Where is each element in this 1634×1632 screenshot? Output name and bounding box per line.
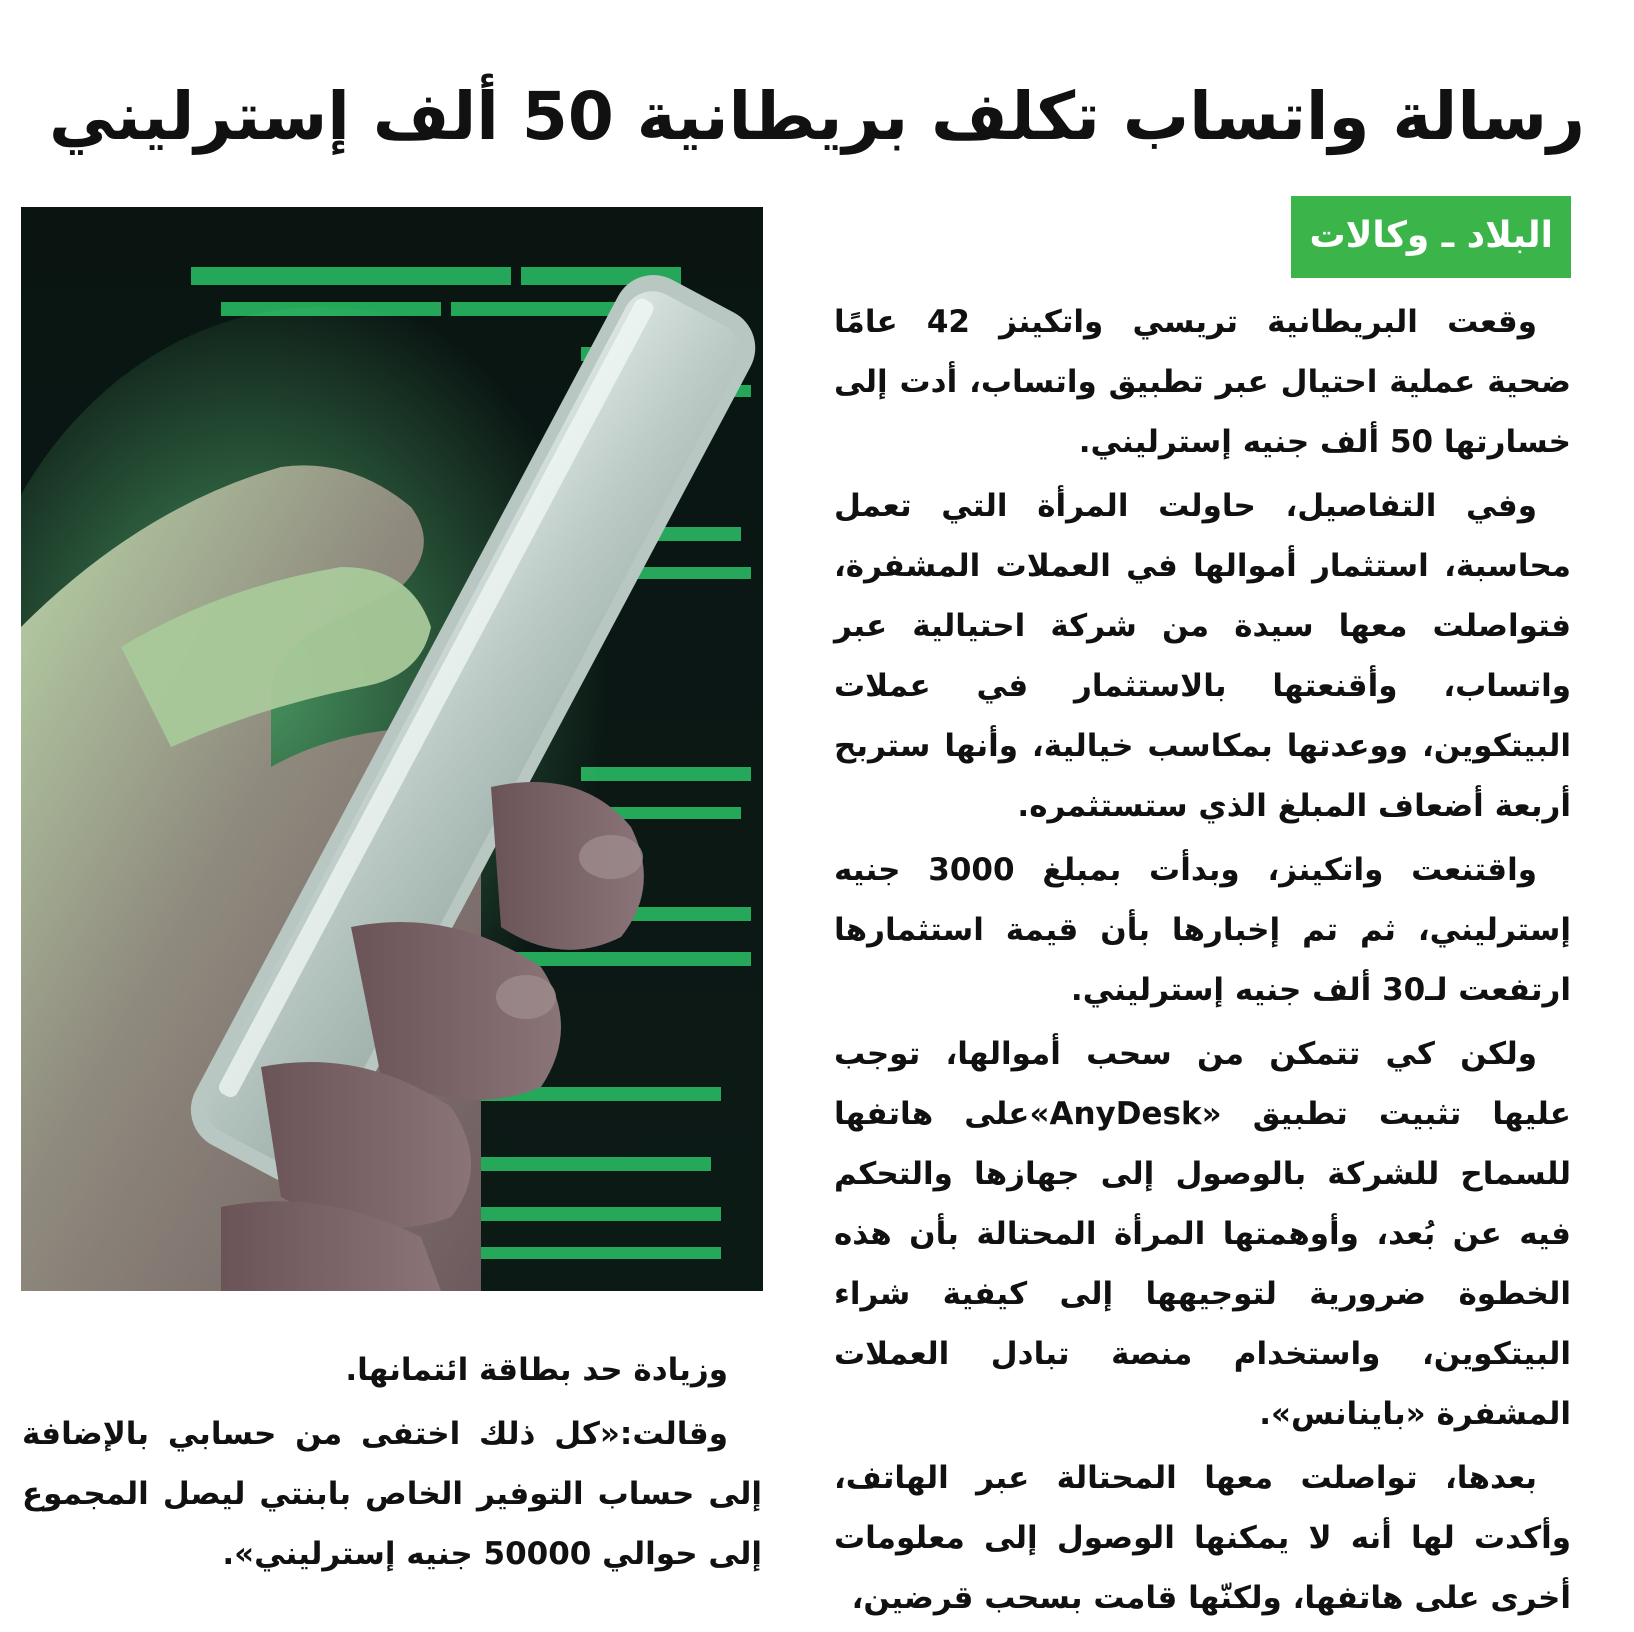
article-body-left-column	[22, 1340, 762, 1588]
paragraph: واقتنعت واتكينز، وبدأت بمبلغ 3000 جنيه إسترليني، ثم تم إخبارها بأن قيمة استثمارها ارتفعت لـ30 ألف جنيه إسترليني.	[834, 852, 1571, 1008]
hand-holding-smartphone-icon	[21, 207, 763, 1291]
paragraph: بعدها، تواصلت معها المحتالة عبر الهاتف، وأكدت لها أنه لا يمكنها الوصول إلى معلومات أخرى على هاتفها، ولكنّها قامت بسحب قرضين،	[834, 1460, 1571, 1616]
paragraph: وزيادة حد بطاقة ائتمانها.	[345, 1352, 728, 1388]
byline-badge: البلاد ـ وكالات	[1291, 196, 1571, 278]
paragraph: وفي التفاصيل، حاولت المرأة التي تعمل محاسبة، استثمار أموالها في العملات المشفرة، فتواصلت معها سيدة من شركة احتيالية عبر واتساب، وأقنعتها بالاستثمار في عملات البيتكوين، ووعدتها بمكاسب خيالية، وأنها ستربح أربعة أضعاف المبلغ الذي ستستثمره.	[834, 488, 1571, 824]
paragraph: وقالت:«كل ذلك اختفى من حسابي بالإضافة إلى حساب التوفير الخاص بابنتي ليصل المجموع إلى حوالي 50000 جنيه إسترليني».	[22, 1416, 762, 1572]
paragraph: وقعت البريطانية تريسي واتكينز 42 عامًا ضحية عملية احتيال عبر تطبيق واتساب، أدت إلى خسارتها 50 ألف جنيه إسترليني.	[834, 304, 1571, 460]
headline: رسالة واتساب تكلف بريطانية 50 ألف إسترليني	[48, 78, 1586, 155]
article-photo	[21, 207, 763, 1291]
paragraph: ولكن كي تتمكن من سحب أموالها، توجب عليها تثبيت تطبيق «AnyDesk»على هاتفها للسماح للشركة بالوصول إلى جهازها والتحكم فيه عن بُعد، وأوهمتها المرأة المحتالة بأن هذه الخطوة ضرورية لتوجيهها إلى كيفية شراء البيتكوين، واستخدام منصة تبادل العملات المشفرة «باينانس».	[834, 1036, 1571, 1432]
article-body-right-column	[834, 292, 1571, 1632]
